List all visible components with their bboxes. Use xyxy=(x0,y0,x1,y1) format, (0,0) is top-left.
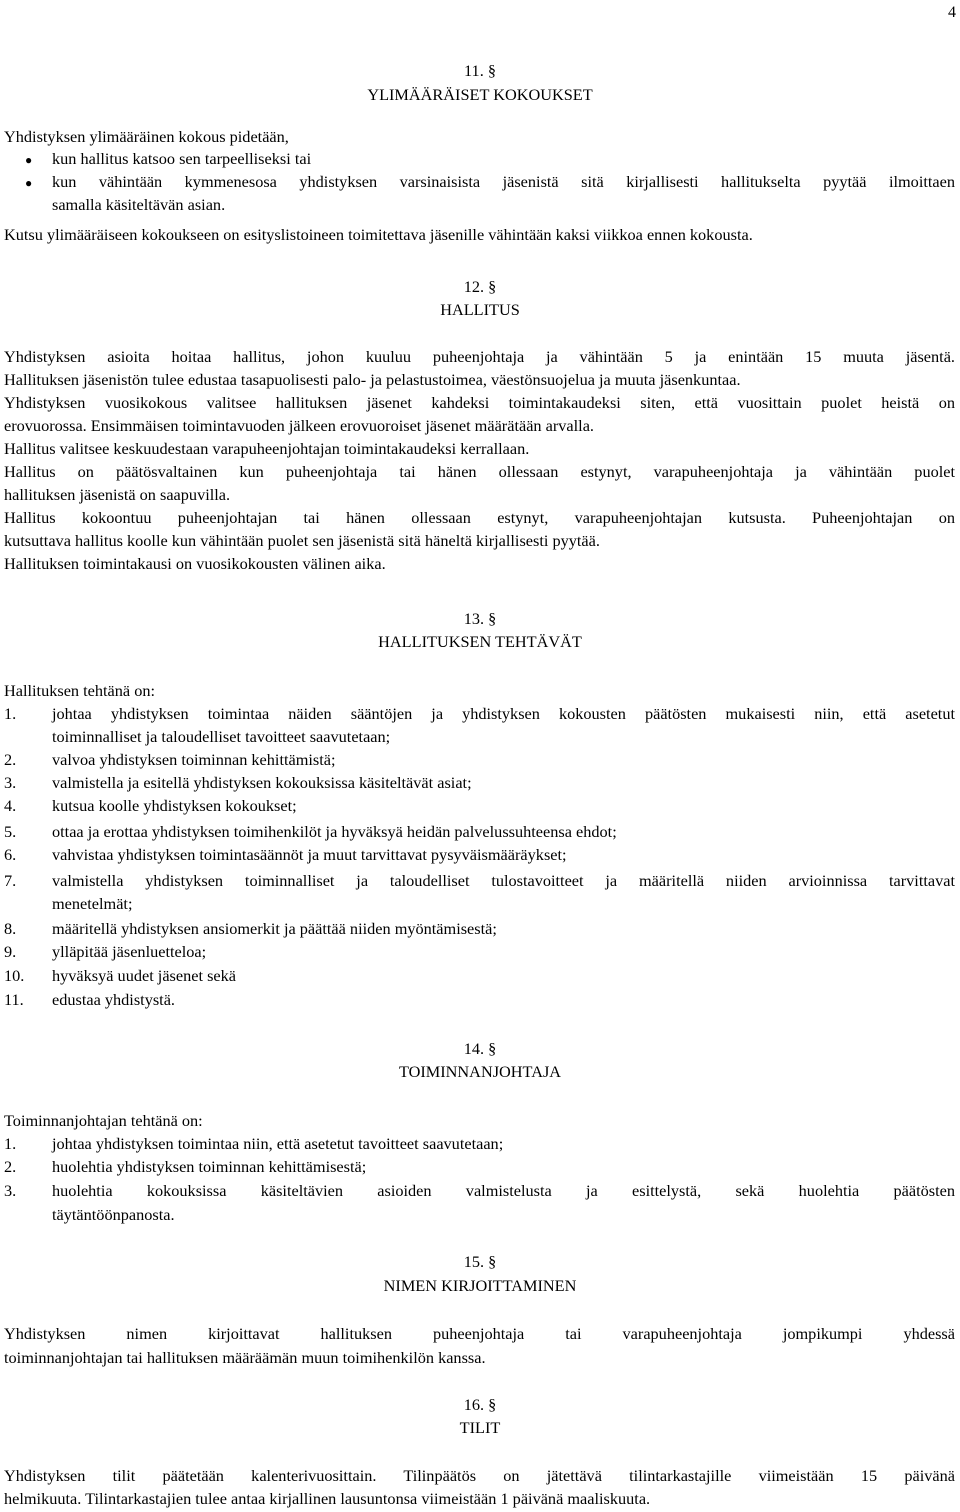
list-item: vahvistaa yhdistyksen toimintasäännöt ja muut tarvittavat pysyväismääräykset; xyxy=(52,845,567,864)
bullet-item: kun hallitus katsoo sen tarpeelliseksi tai xyxy=(52,149,312,168)
list-item: ylläpitää jäsenluetteloa; xyxy=(52,942,207,961)
section-12-line: Hallitus kokoontuu puheenjohtajan tai hänen ollessaan estynyt, varapuheenjohtajan kutsusta. Puheenjohtajan on xyxy=(4,508,955,527)
list-item-continued: menetelmät; xyxy=(52,894,133,913)
section-15-number: 15. § xyxy=(463,1252,497,1271)
section-12-line: Hallituksen toimintakausi on vuosikokousten välinen aika. xyxy=(4,554,386,573)
section-13-intro: Hallituksen tehtänä on: xyxy=(4,681,156,700)
list-item: valvoa yhdistyksen toiminnan kehittämistä; xyxy=(52,750,336,769)
list-item: johtaa yhdistyksen toimintaa näiden sääntöjen ja yhdistyksen kokousten päätösten mukaisesti niin, että asetetut xyxy=(52,704,955,723)
list-item: huolehtia kokouksissa käsiteltävien asioiden valmistelusta ja esittelystä, sekä huolehtia päätösten xyxy=(52,1181,955,1200)
section-11-intro: Yhdistyksen ylimääräinen kokous pidetään, xyxy=(4,127,289,146)
list-number: 5. xyxy=(4,822,17,841)
list-number: 8. xyxy=(4,919,17,938)
section-16-number: 16. § xyxy=(463,1395,497,1414)
section-15-line: Yhdistyksen nimen kirjoittavat hallituksen puheenjohtaja tai varapuheenjohtaja jompikumpi yhdessä xyxy=(4,1324,955,1343)
list-item: huolehtia yhdistyksen toiminnan kehittämisestä; xyxy=(52,1157,367,1176)
section-14-number: 14. § xyxy=(463,1039,497,1058)
list-item: edustaa yhdistystä. xyxy=(52,990,175,1009)
list-number: 1. xyxy=(4,704,17,723)
section-12-number: 12. § xyxy=(463,277,497,296)
list-number: 7. xyxy=(4,871,17,890)
section-12-line: Yhdistyksen asioita hoitaa hallitus, johon kuuluu puheenjohtaja ja vähintään 5 ja enintään 15 muuta jäsentä. xyxy=(4,347,955,366)
list-item: valmistella yhdistyksen toiminnalliset ja taloudelliset tulostavoitteet ja määritellä niiden arvioinnissa tarvittavat xyxy=(52,871,955,890)
list-number: 1. xyxy=(4,1134,17,1153)
section-16-title: TILIT xyxy=(459,1418,501,1437)
list-item: määritellä yhdistyksen ansiomerkit ja päättää niiden myöntämisestä; xyxy=(52,919,497,938)
list-number: 10. xyxy=(4,966,25,985)
section-14-intro: Toiminnanjohtajan tehtänä on: xyxy=(4,1111,203,1130)
section-15-line: toiminnanjohtajan tai hallituksen määräämän muun toimihenkilön kanssa. xyxy=(4,1348,486,1367)
section-12-line: erovuorossa. Ensimmäisen toimintavuoden jälkeen erovuoroiset jäsenet määrätään arvalla. xyxy=(4,416,594,435)
list-number: 3. xyxy=(4,1181,17,1200)
bullet-icon: ● xyxy=(25,153,33,167)
list-number: 3. xyxy=(4,773,17,792)
bullet-item: kun vähintään kymmenesosa yhdistyksen varsinaisista jäsenistä sitä kirjallisesti hallitukselta pyytää ilmoittaen xyxy=(52,172,955,191)
list-item: ottaa ja erottaa yhdistyksen toimihenkilöt ja hyväksyä heidän palvelussuhteensa ehdot; xyxy=(52,822,617,841)
section-12-line: hallituksen jäsenistä on saapuvilla. xyxy=(4,485,231,504)
list-item-continued: täytäntöönpanosta. xyxy=(52,1205,175,1224)
section-16-line: helmikuuta. Tilintarkastajien tulee antaa kirjallinen lausuntonsa viimeistään 1 päivänä maaliskuuta. xyxy=(4,1489,651,1508)
section-12-line: kutsuttava hallitus koolle kun vähintään puolet sen jäsenistä sitä häneltä kirjallisesti pyytää. xyxy=(4,531,600,550)
page-number: 4 xyxy=(948,4,956,21)
section-15-title: NIMEN KIRJOITTAMINEN xyxy=(383,1276,577,1295)
list-number: 6. xyxy=(4,845,17,864)
list-item-continued: toiminnalliset ja taloudelliset tavoitteet saavutetaan; xyxy=(52,727,391,746)
list-item: valmistella ja esitellä yhdistyksen kokouksissa käsiteltävät asiat; xyxy=(52,773,472,792)
section-12-title: HALLITUS xyxy=(440,300,520,319)
section-11-number: 11. § xyxy=(464,61,496,80)
list-number: 4. xyxy=(4,796,17,815)
section-12-line: Hallituksen jäsenistön tulee edustaa tasapuolisesti palo- ja pelastustoimea, väestönsuojelua ja muuta jäsenkuntaa. xyxy=(4,370,741,389)
list-number: 9. xyxy=(4,942,17,961)
section-11-title: YLIMÄÄRÄISET KOKOUKSET xyxy=(367,85,593,104)
list-number: 11. xyxy=(4,990,24,1009)
section-13-title: HALLITUKSEN TEHTÄVÄT xyxy=(378,632,582,651)
section-12-line: Hallitus on päätösvaltainen kun puheenjohtaja tai hänen ollessaan estynyt, varapuheenjohtaja ja vähintään puolet xyxy=(4,462,955,481)
section-11-paragraph: Kutsu ylimääräiseen kokoukseen on esityslistoineen toimitettava jäsenille vähintään kaksi viikkoa ennen kokousta. xyxy=(4,225,753,244)
section-16-line: Yhdistyksen tilit päätetään kalenterivuosittain. Tilinpäätös on jätettävä tilintarkastajille viimeistään 15 päivänä xyxy=(4,1466,955,1485)
section-14-title: TOIMINNANJOHTAJA xyxy=(398,1062,562,1081)
list-number: 2. xyxy=(4,750,17,769)
section-12-line: Yhdistyksen vuosikokous valitsee hallituksen jäsenet kahdeksi toimintakaudeksi siten, että vuosittain puolet heistä on xyxy=(4,393,955,412)
bullet-icon: ● xyxy=(25,176,33,190)
list-item: johtaa yhdistyksen toimintaa niin, että asetetut tavoitteet saavutetaan; xyxy=(52,1134,504,1153)
list-number: 2. xyxy=(4,1157,17,1176)
list-item: hyväksyä uudet jäsenet sekä xyxy=(52,966,237,985)
list-item: kutsua koolle yhdistyksen kokoukset; xyxy=(52,796,297,815)
bullet-item-continued: samalla käsiteltävän asian. xyxy=(52,195,226,214)
section-13-number: 13. § xyxy=(463,609,497,628)
section-12-line: Hallitus valitsee keskuudestaan varapuheenjohtajan toimintakaudeksi kerrallaan. xyxy=(4,439,530,458)
